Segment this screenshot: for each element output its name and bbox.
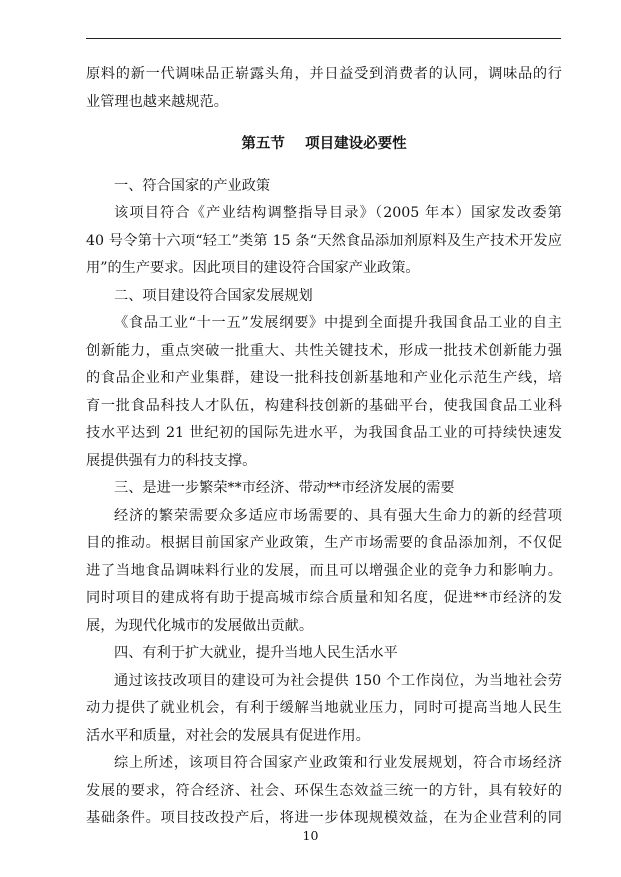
paragraph-line: 创新能力，重点突破一批重大、共性关键技术，形成一批技术创新能力强: [86, 343, 562, 359]
paragraph-line: 该项目符合《产业结构调整指导目录》（2005 年本）国家发改委第: [114, 205, 562, 221]
paragraph-line: 《食品工业“十一五”发展纲要》中提到全面提升我国食品工业的自主: [114, 315, 562, 331]
header-rule: [86, 38, 561, 39]
section-heading: 第五节 项目建设必要性: [241, 135, 407, 152]
subheading: 四、有利于扩大就业，提升当地人民生活水平: [114, 645, 398, 661]
paragraph-line: 同时项目的建成将有助于提高城市综合质量和知名度，促进**市经济的发: [86, 590, 562, 606]
page-number: 10: [302, 828, 319, 843]
paragraph-line: 原料的新一代调味品正崭露头角，并日益受到消费者的认同，调味品的行: [86, 66, 562, 82]
subheading: 一、符合国家的产业政策: [114, 178, 271, 194]
paragraph-line: 动力提供了就业机会，有利于缓解当地就业压力，同时可提高当地人民生: [86, 700, 562, 716]
paragraph-line: 40 号令第十六项“轻工”类第 15 条“天然食品添加剂原料及生产技术开发应: [86, 233, 562, 249]
paragraph-line: 发展的要求，符合经济、社会、环保生态效益三统一的方针，具有较好的: [86, 783, 562, 799]
paragraph-line: 经济的繁荣需要众多适应市场需要的、具有强大生命力的新的经营项: [114, 508, 562, 524]
paragraph-line: 综上所述，该项目符合国家产业政策和行业发展规划，符合市场经济: [114, 755, 562, 771]
paragraph-line: 展提供强有力的科技支撑。: [86, 453, 257, 469]
paragraph-line: 技水平达到 21 世纪初的国际先进水平，为我国食品工业的可持续快速发: [86, 425, 562, 441]
paragraph-line: 进了当地食品调味料行业的发展，而且可以增强企业的竞争力和影响力。: [86, 563, 562, 579]
subheading: 三、是进一步繁荣**市经济、带动**市经济发展的需要: [114, 480, 455, 496]
paragraph-line: 通过该技改项目的建设可为社会提供 150 个工作岗位，为当地社会劳: [114, 673, 562, 689]
subheading: 二、项目建设符合国家发展规划: [114, 288, 313, 304]
paragraph-line: 业管理也越来越规范。: [86, 94, 228, 110]
paragraph-line: 的食品企业和产业集群，建设一批科技创新基地和产业化示范生产线，培: [86, 370, 562, 386]
paragraph-line: 基础条件。项目技改投产后，将进一步体现规模效益，在为企业营利的同: [86, 810, 562, 826]
paragraph-line: 活水平和质量，对社会的发展具有促进作用。: [86, 728, 370, 744]
paragraph-line: 育一批食品科技人才队伍，构建科技创新的基础平台，使我国食品工业科: [86, 398, 562, 414]
paragraph-line: 展，为现代化城市的发展做出贡献。: [86, 618, 314, 634]
paragraph-line: 用”的生产要求。因此项目的建设符合国家产业政策。: [86, 260, 420, 276]
paragraph-line: 目的推动。根据目前国家产业政策，生产市场需要的食品添加剂，不仅促: [86, 535, 562, 551]
